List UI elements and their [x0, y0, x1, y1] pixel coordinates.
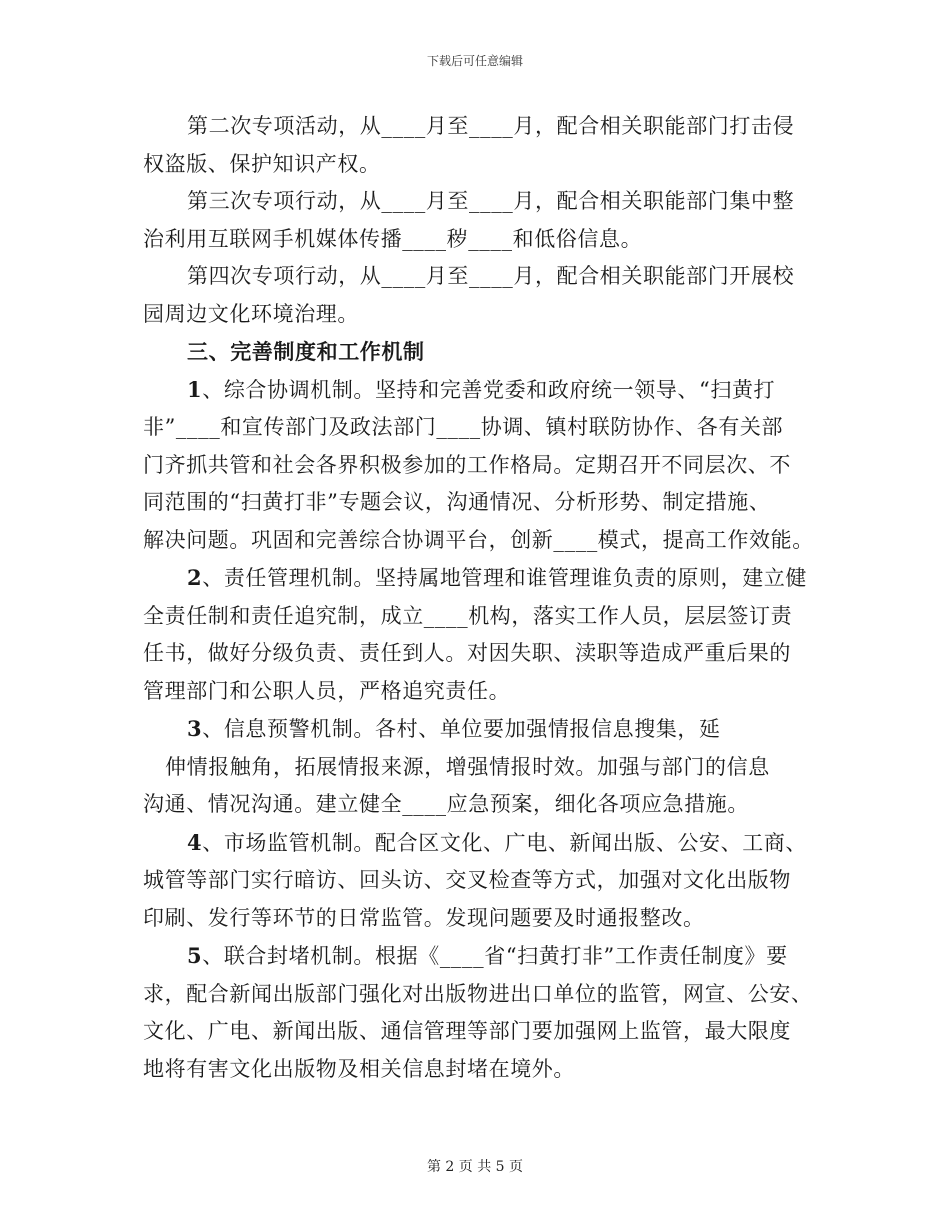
item-text: 、责任管理机制。坚持属地管理和谁管理谁负责的原则，建立健 [202, 566, 808, 590]
paragraph-line: 地将有害文化出版物及相关信息封堵在境外。 [143, 1056, 575, 1081]
paragraph-line: 第三次专项行动，从____月至____月，配合相关职能部门集中整 [187, 189, 795, 213]
item-text: 、综合协调机制。坚持和完善党委和政府统一领导、“扫黄打 [202, 377, 776, 402]
page-footer: 第 2 页 共 5 页 [426, 1159, 524, 1175]
paragraph-line: 沟通、情况沟通。建立健全____应急预案，细化各项应急措施。 [143, 792, 749, 816]
item-text: 、信息预警机制。各村、单位要加强情报信息搜集，延 [202, 717, 721, 741]
list-item-line [143, 371, 811, 410]
paragraph-line: 第四次专项行动，从____月至____月，配合相关职能部门开展校 [187, 264, 795, 288]
paragraph-line: 管理部门和公职人员，严格追究责任。 [143, 678, 511, 703]
paragraph-line: 同范围的“扫黄打非”专题会议，沟通情况、分析形势、制定措施、 [143, 490, 771, 514]
paragraph-line: 权盗版、保护知识产权。 [143, 151, 381, 176]
section-heading: 三、完善制度和工作机制 [187, 339, 425, 364]
paragraph-line: 任书，做好分级负责、责任到人。对因失职、渎职等造成严重后果的 [143, 641, 791, 665]
paragraph-line: 园周边文化环境治理。 [143, 301, 359, 326]
list-item-line [143, 559, 811, 598]
paragraph-line: 城管等部门实行暗访、回头访、交叉检查等方式，加强对文化出版物 [143, 868, 791, 892]
paragraph-line: 治利用互联网手机媒体传播____秽____和低俗信息。 [143, 226, 643, 251]
paragraph-line: 印刷、发行等环节的日常监管。发现问题要及时通报整改。 [143, 905, 705, 930]
paragraph-line: 文化、广电、新闻出版、通信管理等部门要加强网上监管，最大限度 [143, 1019, 791, 1043]
list-item-line [143, 937, 811, 976]
paragraph-line: 求，配合新闻出版部门强化对出版物进出口单位的监管，网宣、公安、 [143, 981, 813, 1006]
list-item-line [143, 824, 811, 863]
paragraph-line: 解决问题。巩固和完善综合协调平台，创新____模式，提高工作效能。 [143, 527, 814, 552]
paragraph-line: 伸情报触角，拓展情报来源，增强情报时效。加强与部门的信息 [165, 754, 770, 779]
item-number: 2 [187, 565, 203, 590]
paragraph-line: 第二次专项活动，从____月至____月，配合相关职能部门打击侵 [187, 114, 795, 138]
list-item-line [143, 710, 811, 749]
item-number: 3 [187, 716, 203, 741]
item-number: 1 [187, 376, 203, 402]
paragraph-line: 门齐抓共管和社会各界积极参加的工作格局。定期召开不同层次、不 [143, 452, 791, 477]
paragraph-line: 非”____和宣传部门及政法部门____协调、镇村联防协作、各有关部 [143, 415, 784, 439]
page-header: 下载后可任意编辑 [426, 54, 523, 68]
item-text: 、市场监管机制。配合区文化、广电、新闻出版、公安、工商、 [202, 830, 808, 855]
paragraph-line: 全责任制和责任追究制，成立____机构，落实工作人员，层层签订责 [143, 603, 793, 628]
item-number: 5 [187, 943, 203, 968]
document-body [143, 108, 814, 1088]
item-text: 、联合封堵机制。根据《____省“扫黄打非”工作责任制度》要 [202, 944, 788, 968]
item-number: 4 [187, 829, 203, 855]
